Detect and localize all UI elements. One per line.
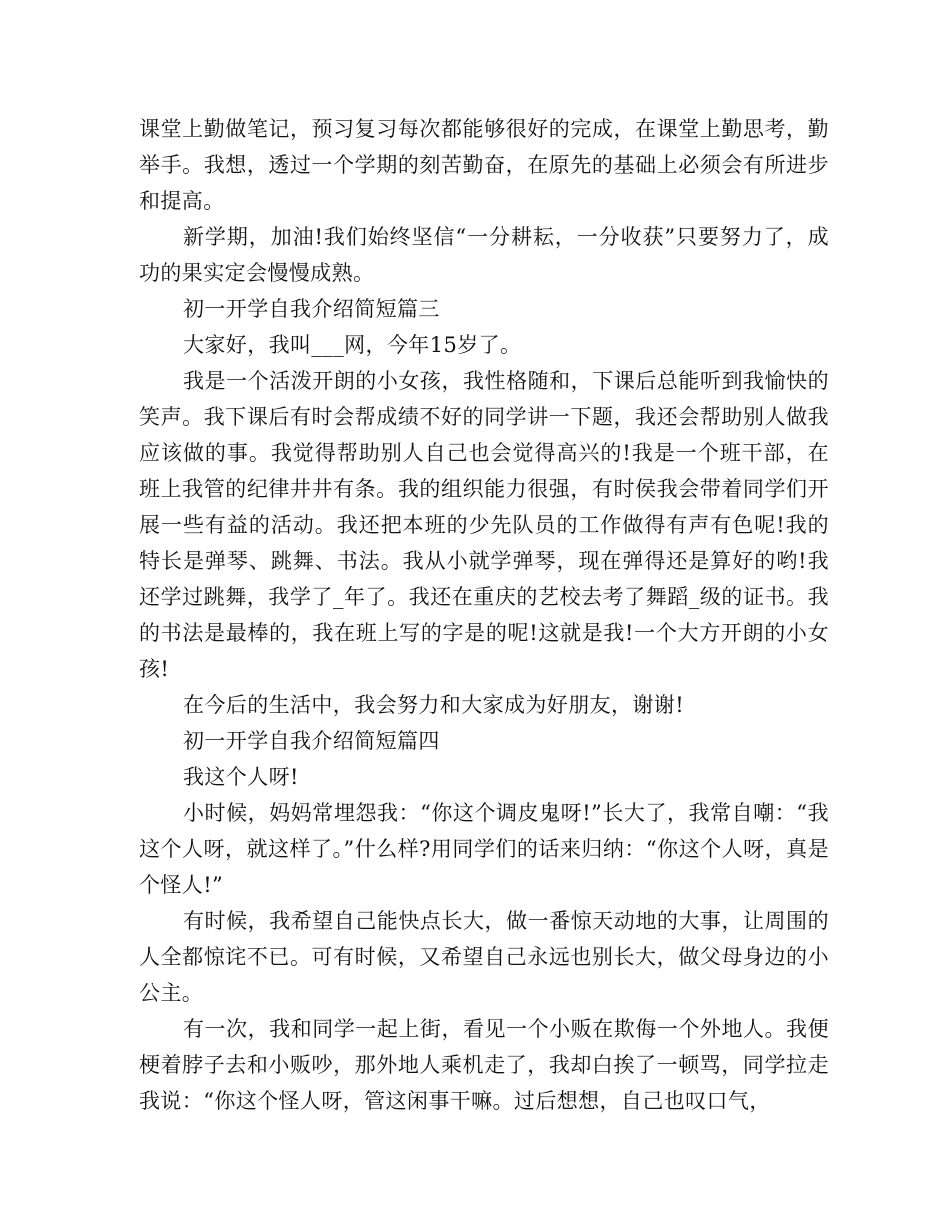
section-heading-4: 初一开学自我介绍简短篇四 [183, 729, 440, 753]
paragraph-11: 有一次，我和同学一起上街，看见一个小贩在欺侮一个外地人。我便梗着脖子去和小贩吵，那外地人乘机走了，我却白挨了一顿骂，同学拉走我说：“你这个怪人呀，管这闲事干嘛。过后想想，自己也叹口气， [139, 1017, 829, 1113]
paragraph-5: 我是一个活泼开朗的小女孩，我性格随和，下课后总能听到我愉快的笑声。我下课后有时会帮成绩不好的同学讲一下题，我还会帮助别人做我应该做的事。我觉得帮助别人自己也会觉得高兴的!我是一个班干部，在班上我管的纪律井井有条。我的组织能力很强，有时侯我会带着同学们开展一些有益的活动。我还把本班的少先队员的工作做得有声有色呢!我的特长是弹琴、跳舞、书法。我从小就学弹琴，现在弹得还是算好的哟!我还学过跳舞，我学了_年了。我还在重庆的艺校去考了舞蹈_级的证书。我的书法是最棒的，我在班上写的字是的呢!这就是我!一个大方开朗的小女孩! [139, 369, 829, 681]
paragraph-2: 新学期，加油!我们始终坚信“一分耕耘，一分收获”只要努力了，成功的果实定会慢慢成熟。 [139, 225, 829, 285]
paragraph-4: 大家好，我叫___网，今年15岁了。 [183, 333, 522, 357]
paragraph-6: 在今后的生活中，我会努力和大家成为好朋友，谢谢! [183, 693, 685, 717]
document-body [139, 111, 829, 1119]
paragraph-8: 我这个人呀! [183, 765, 299, 789]
paragraph-1: 课堂上勤做笔记，预习复习每次都能够很好的完成，在课堂上勤思考，勤举手。我想，透过一个学期的刻苦勤奋，在原先的基础上必须会有所进步和提高。 [139, 117, 829, 213]
section-heading-3: 初一开学自我介绍简短篇三 [183, 297, 440, 321]
paragraph-9: 小时候，妈妈常埋怨我：“你这个调皮鬼呀!”长大了，我常自嘲：“我这个人呀，就这样了。”什么样?用同学们的话来归纳：“你这个人呀，真是个怪人!” [139, 801, 829, 897]
paragraph-10: 有时候，我希望自己能快点长大，做一番惊天动地的大事，让周围的人全都惊诧不已。可有时候，又希望自己永远也别长大，做父母身边的小公主。 [139, 909, 829, 1005]
